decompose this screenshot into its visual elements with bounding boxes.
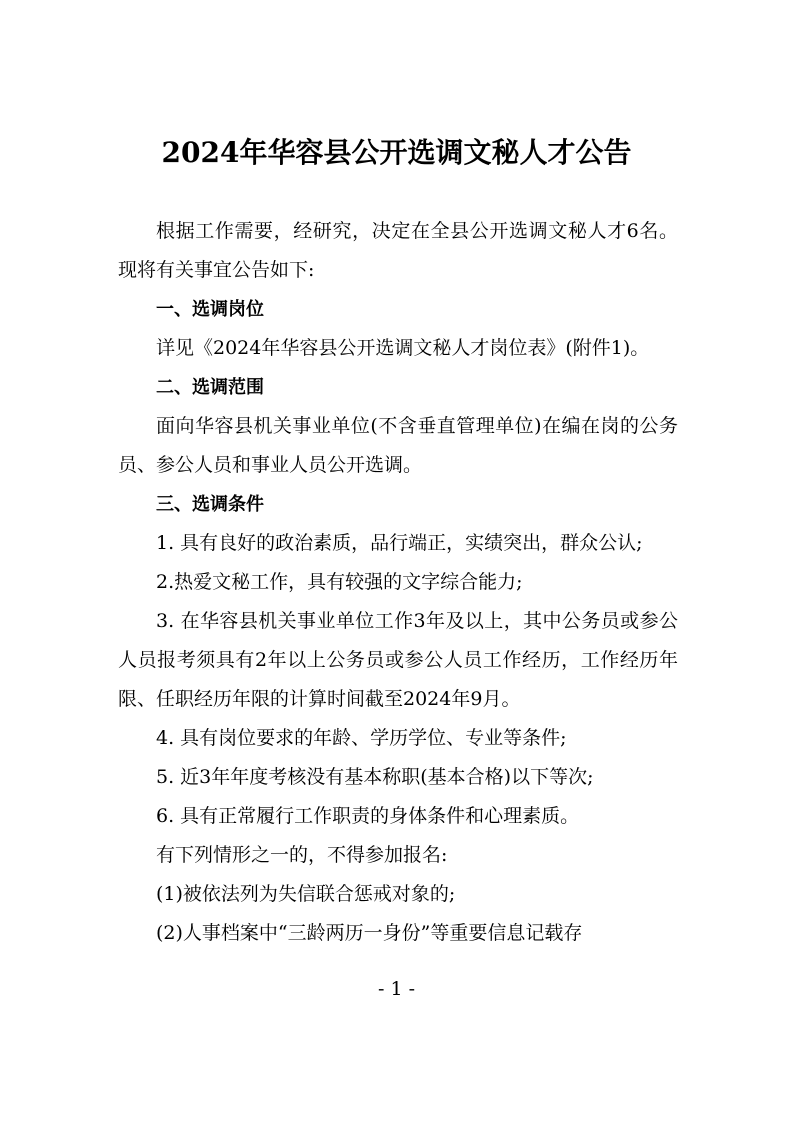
condition-item-1: 1. 具有良好的政治素质，品行端正，实绩突出，群众公认;	[156, 532, 643, 554]
condition-item-6: 6. 具有正常履行工作职责的身体条件和心理素质。	[156, 805, 580, 827]
condition-item-5: 5. 近3年年度考核没有基本称职(基本合格)以下等次;	[156, 766, 594, 788]
exclusion-item-2: (2)人事档案中“三龄两历一身份”等重要信息记载存	[156, 922, 583, 944]
page-number: - 1 -	[377, 978, 415, 1000]
section-heading-scope: 二、选调范围	[156, 377, 264, 398]
intro-paragraph: 根据工作需要，经研究，决定在全县公开选调文秘人才6名。现将有关事宜公告如下:	[118, 220, 678, 281]
section-heading-positions: 一、选调岗位	[156, 299, 264, 320]
exclusion-intro: 有下列情形之一的，不得参加报名:	[156, 844, 448, 866]
condition-item-2: 2.热爱文秘工作，具有较强的文字综合能力;	[156, 571, 523, 593]
section-heading-conditions: 三、选调条件	[156, 494, 264, 515]
condition-item-3: 3. 在华容县机关事业单位工作3年及以上，其中公务员或参公人员报考须具有2年以上公务员或参公人员工作经历，工作经历年限、任职经历年限的计算时间截至2024年9月。	[118, 610, 678, 710]
condition-item-4: 4. 具有岗位要求的年龄、学历学位、专业等条件;	[156, 727, 567, 749]
scope-paragraph: 面向华容县机关事业单位(不含垂直管理单位)在编在岗的公务员、参公人员和事业人员公开选调。	[118, 415, 678, 476]
exclusion-item-1: (1)被依法列为失信联合惩戒对象的;	[156, 883, 456, 905]
positions-paragraph: 详见《2024年华容县公开选调文秘人才岗位表》(附件1)。	[156, 337, 650, 359]
document-body	[118, 212, 678, 953]
document-title: 2024年华容县公开选调文秘人才公告	[161, 136, 632, 169]
